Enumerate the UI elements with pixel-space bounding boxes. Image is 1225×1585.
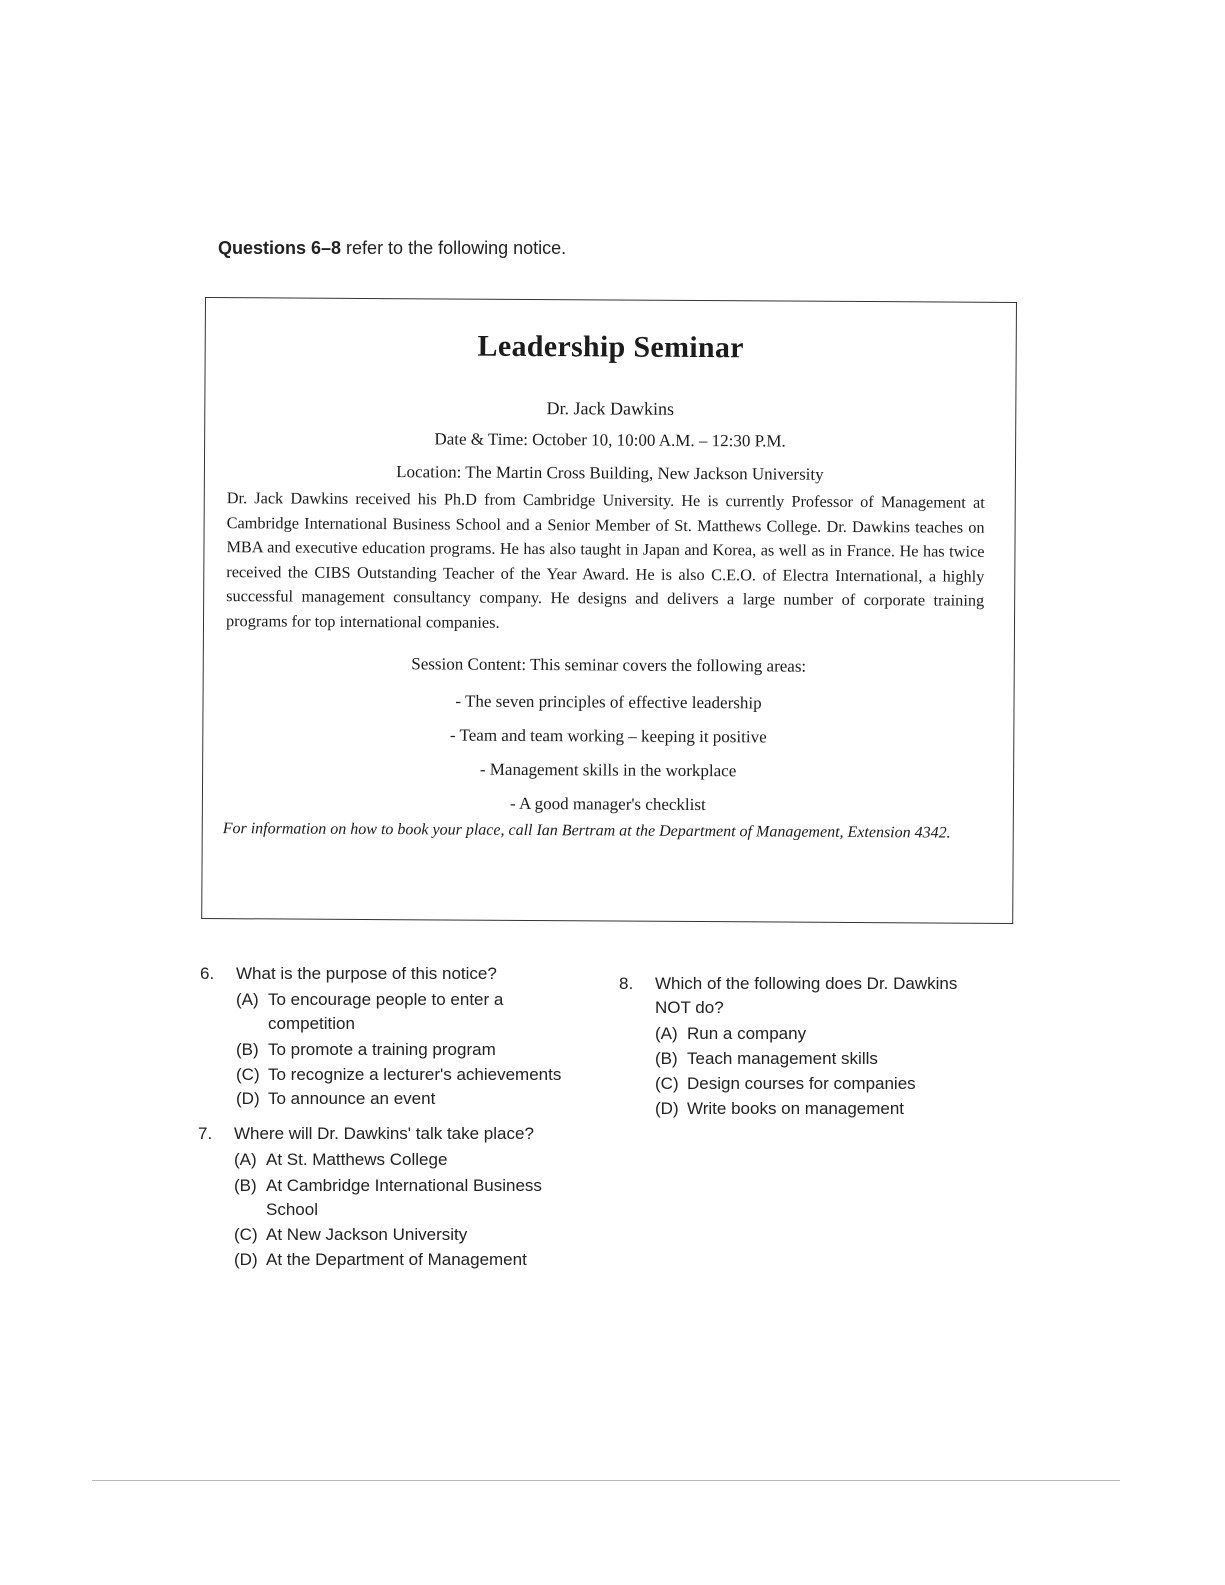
option-letter: (D) bbox=[655, 1099, 679, 1118]
option-letter: (D) bbox=[236, 1089, 260, 1108]
option-text: Teach management skills bbox=[687, 1049, 878, 1068]
session-heading: Session Content: This seminar covers the following areas: bbox=[411, 654, 807, 676]
question-stem: What is the purpose of this notice? bbox=[236, 964, 497, 983]
intro-text: refer to the following notice. bbox=[341, 238, 567, 258]
option-text: To recognize a lecturer's achievements bbox=[268, 1065, 562, 1084]
session-item: - The seven principles of effective leadership bbox=[455, 691, 762, 713]
option-letter: (A) bbox=[236, 990, 259, 1009]
question-number: 6. bbox=[200, 964, 215, 983]
session-item: - Team and team working – keeping it positive bbox=[449, 725, 767, 747]
option-text: Design courses for companies bbox=[687, 1074, 916, 1093]
option-letter: (A) bbox=[655, 1024, 678, 1043]
notice-box bbox=[201, 297, 1017, 924]
option-letter: (B) bbox=[655, 1049, 678, 1068]
question-stem: Which of the following does Dr. Dawkins NOT do? bbox=[655, 974, 958, 1017]
option-letter: (D) bbox=[234, 1250, 258, 1269]
location: Location: The Martin Cross Building, New Jackson University bbox=[396, 462, 824, 484]
question-number: 8. bbox=[619, 974, 634, 993]
option-letter: (B) bbox=[236, 1040, 259, 1059]
notice-title: Leadership Seminar bbox=[477, 329, 744, 365]
session-item: - Management skills in the workplace bbox=[479, 759, 737, 781]
questions-intro bbox=[218, 238, 566, 259]
option-letter: (C) bbox=[655, 1074, 679, 1093]
footer-divider bbox=[92, 1480, 1120, 1481]
question-8 bbox=[619, 972, 1019, 1122]
option-text: To encourage people to enter a competition bbox=[268, 990, 504, 1033]
option-text: At St. Matthews College bbox=[266, 1150, 448, 1169]
option-text: Write books on management bbox=[687, 1099, 905, 1118]
speaker-bio: Dr. Jack Dawkins received his Ph.D from Cambridge University. He is currently Professor of Management at Cambridge International Business School and a Senior Member of St. Matthews College. Dr. Dawkins teaches on MBA and executive education programs. He has also taught in Japan and Korea, as well as in France. He has twice received the CIBS Outstanding Teacher of the Year Award. He is also C.E.O. of Electra International, a highly successful management consultancy company. He designs and delivers a large number of corporate training programs for top international companies. bbox=[225, 488, 985, 632]
date-time: Date & Time: October 10, 10:00 A.M. – 12:30 P.M. bbox=[434, 429, 786, 451]
option-letter: (B) bbox=[234, 1176, 257, 1195]
option-text: At Cambridge International Business School bbox=[266, 1176, 542, 1219]
option-letter: (C) bbox=[236, 1065, 260, 1084]
speaker-name: Dr. Jack Dawkins bbox=[546, 398, 675, 419]
question-stem: Where will Dr. Dawkins' talk take place? bbox=[234, 1124, 534, 1143]
option-letter: (A) bbox=[234, 1150, 257, 1169]
option-text: Run a company bbox=[687, 1024, 807, 1043]
booking-info: For information on how to book your place, call Ian Bertram at the Department of Management, Extension 4342. bbox=[222, 820, 951, 842]
option-text: At New Jackson University bbox=[266, 1225, 468, 1244]
session-item: - A good manager's checklist bbox=[510, 793, 706, 815]
option-text: To promote a training program bbox=[268, 1040, 496, 1059]
question-number: 7. bbox=[198, 1124, 213, 1143]
option-text: To announce an event bbox=[268, 1089, 436, 1108]
option-text: At the Department of Management bbox=[266, 1250, 527, 1269]
question-7 bbox=[198, 1122, 598, 1272]
question-6 bbox=[200, 962, 600, 1112]
option-letter: (C) bbox=[234, 1225, 258, 1244]
questions-range: Questions 6–8 bbox=[218, 238, 342, 258]
